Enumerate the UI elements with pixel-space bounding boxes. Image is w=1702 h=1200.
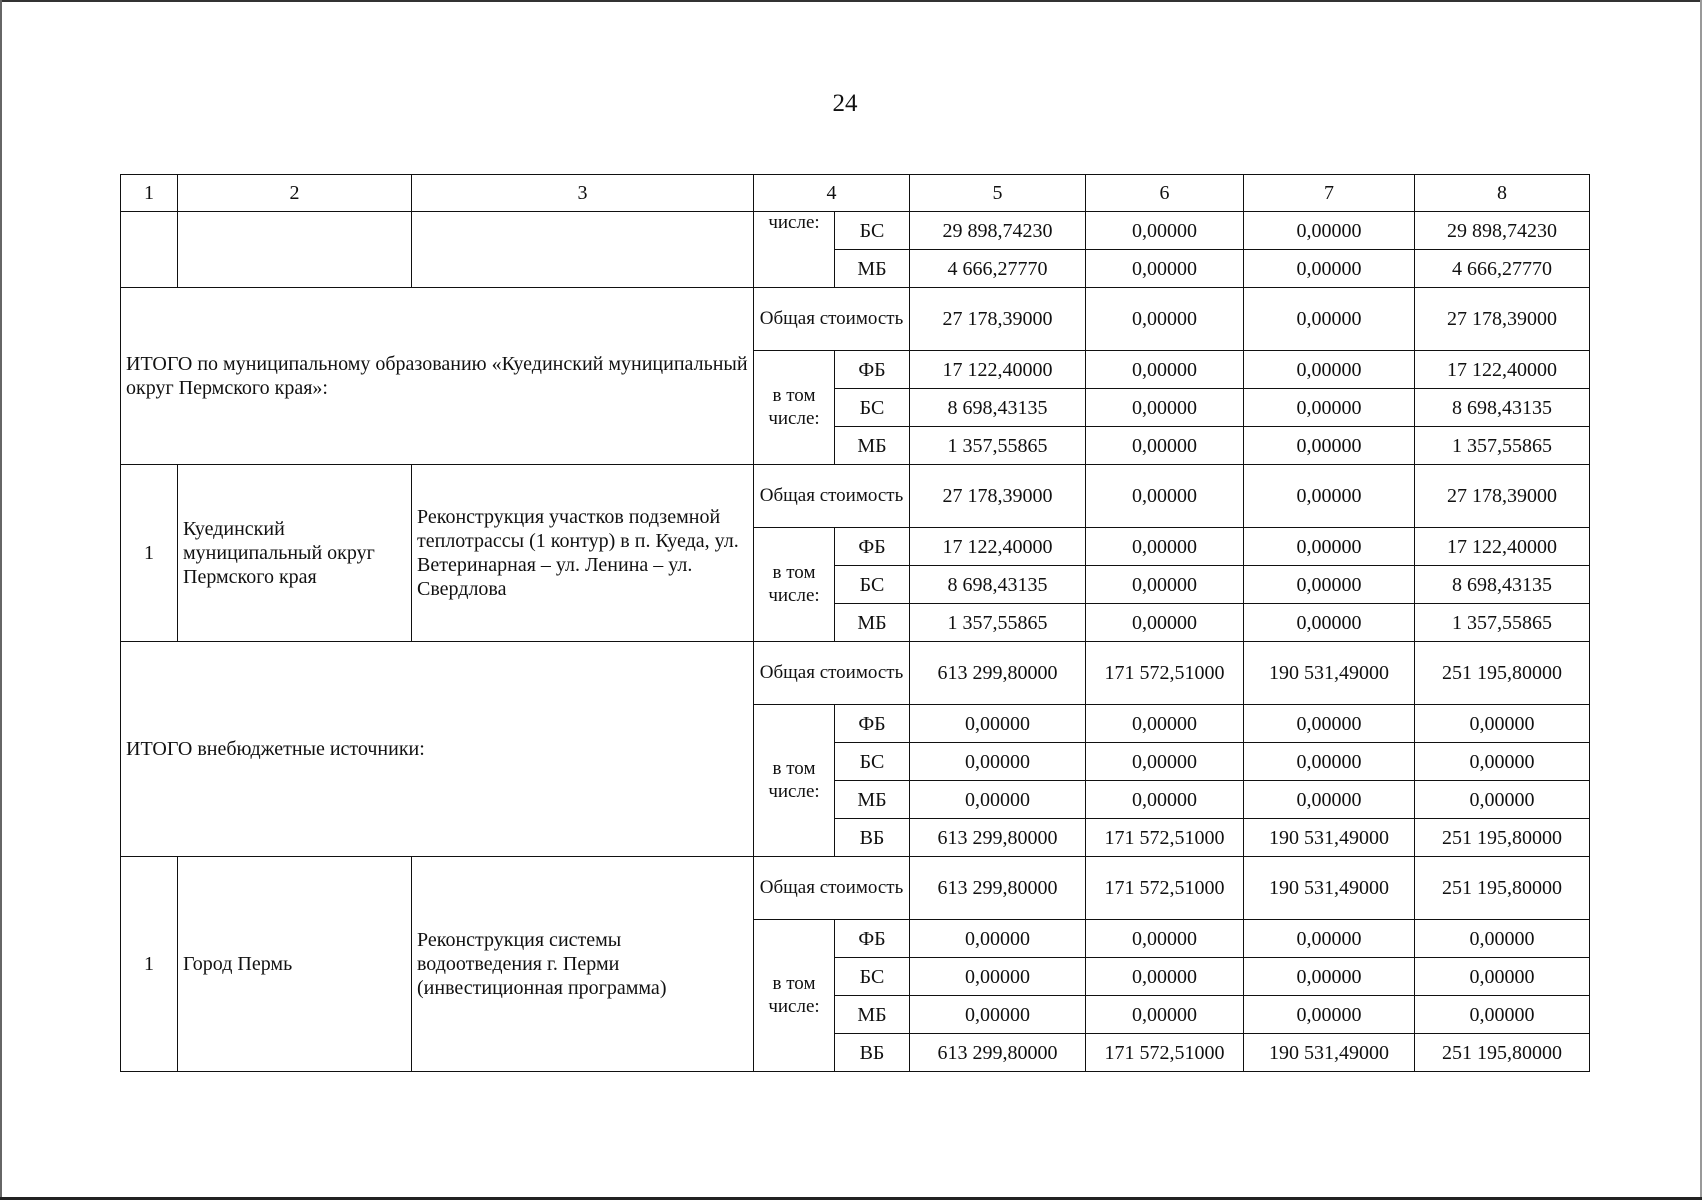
amount-cell: 613 299,80000: [910, 819, 1086, 857]
amount-cell: 29 898,74230: [1415, 212, 1590, 250]
amount-cell: 8 698,43135: [1415, 566, 1590, 604]
amount-cell: 0,00000: [910, 996, 1086, 1034]
amount-cell: 0,00000: [1086, 212, 1244, 250]
scan-edge-top: [0, 0, 1702, 2]
amount-cell: 0,00000: [910, 920, 1086, 958]
total-cost-label: Общая стоимость: [754, 288, 910, 351]
source-code: ВБ: [835, 1034, 910, 1072]
scan-edge-left: [0, 0, 2, 1200]
amount-cell: 0,00000: [1086, 996, 1244, 1034]
amount-cell: 0,00000: [1086, 288, 1244, 351]
amount-cell: 0,00000: [1086, 389, 1244, 427]
amount-cell: 171 572,51000: [1086, 857, 1244, 920]
amount-cell: 0,00000: [1244, 250, 1415, 288]
amount-cell: 0,00000: [1244, 465, 1415, 528]
amount-cell: 0,00000: [1086, 465, 1244, 528]
table-row: [121, 465, 1590, 528]
amount-cell: 17 122,40000: [910, 528, 1086, 566]
amount-cell: 1 357,55865: [1415, 427, 1590, 465]
item-number: 1: [121, 857, 178, 1072]
amount-cell: 0,00000: [1244, 566, 1415, 604]
financing-table: [120, 174, 1590, 1072]
source-code: БС: [835, 212, 910, 250]
amount-cell: 27 178,39000: [1415, 288, 1590, 351]
amount-cell: 29 898,74230: [910, 212, 1086, 250]
amount-cell: 613 299,80000: [910, 642, 1086, 705]
table-row: [121, 288, 1590, 351]
amount-cell: 0,00000: [1244, 958, 1415, 996]
amount-cell: 0,00000: [1415, 920, 1590, 958]
col-number-5: 5: [910, 175, 1086, 212]
col-number-1: 1: [121, 175, 178, 212]
col-number-2: 2: [178, 175, 412, 212]
amount-cell: 190 531,49000: [1244, 857, 1415, 920]
col-number-3: 3: [412, 175, 754, 212]
amount-cell: 190 531,49000: [1244, 1034, 1415, 1072]
object-name: Реконструкция системы водоотведения г. Перми (инвестиционная программа): [412, 857, 754, 1072]
amount-cell: 0,00000: [1086, 566, 1244, 604]
source-code: МБ: [835, 427, 910, 465]
table-row: [121, 212, 1590, 250]
amount-cell: 17 122,40000: [910, 351, 1086, 389]
amount-cell: 8 698,43135: [1415, 389, 1590, 427]
incl-label: в том числе:: [754, 528, 835, 642]
amount-cell: 190 531,49000: [1244, 642, 1415, 705]
incl-label: в том числе:: [754, 705, 835, 857]
col-number-4: 4: [754, 175, 910, 212]
source-code: БС: [835, 958, 910, 996]
amount-cell: 1 357,55865: [910, 427, 1086, 465]
amount-cell: 0,00000: [1086, 250, 1244, 288]
source-code: ФБ: [835, 705, 910, 743]
amount-cell: 17 122,40000: [1415, 351, 1590, 389]
municipality-name: Куединский муниципальный округ Пермского края: [178, 465, 412, 642]
amount-cell: 0,00000: [910, 781, 1086, 819]
source-code: ФБ: [835, 920, 910, 958]
source-code: ФБ: [835, 351, 910, 389]
incl-label: в том числе:: [754, 920, 835, 1072]
amount-cell: 0,00000: [1244, 528, 1415, 566]
amount-cell: 0,00000: [1244, 604, 1415, 642]
empty-cell: [412, 212, 754, 288]
amount-cell: 1 357,55865: [910, 604, 1086, 642]
amount-cell: 8 698,43135: [910, 389, 1086, 427]
amount-cell: 27 178,39000: [910, 288, 1086, 351]
amount-cell: 0,00000: [1086, 781, 1244, 819]
amount-cell: 0,00000: [910, 705, 1086, 743]
amount-cell: 8 698,43135: [910, 566, 1086, 604]
amount-cell: 0,00000: [1244, 743, 1415, 781]
amount-cell: 0,00000: [910, 743, 1086, 781]
total-cost-label: Общая стоимость: [754, 857, 910, 920]
amount-cell: 0,00000: [1415, 705, 1590, 743]
source-code: МБ: [835, 250, 910, 288]
amount-cell: 0,00000: [1244, 781, 1415, 819]
amount-cell: 251 195,80000: [1415, 642, 1590, 705]
amount-cell: 0,00000: [1086, 958, 1244, 996]
object-name: Реконструкция участков подземной теплотрассы (1 контур) в п. Куеда, ул. Ветеринарная – ул. Ленина – ул. Свердлова: [412, 465, 754, 642]
source-code: ВБ: [835, 819, 910, 857]
amount-cell: 171 572,51000: [1086, 819, 1244, 857]
amount-cell: 171 572,51000: [1086, 642, 1244, 705]
amount-cell: 251 195,80000: [1415, 857, 1590, 920]
amount-cell: 0,00000: [1244, 705, 1415, 743]
col-number-6: 6: [1086, 175, 1244, 212]
amount-cell: 1 357,55865: [1415, 604, 1590, 642]
amount-cell: 0,00000: [1086, 528, 1244, 566]
amount-cell: 0,00000: [1244, 212, 1415, 250]
source-code: МБ: [835, 604, 910, 642]
amount-cell: 0,00000: [1415, 743, 1590, 781]
amount-cell: 251 195,80000: [1415, 1034, 1590, 1072]
amount-cell: 0,00000: [1415, 958, 1590, 996]
amount-cell: 0,00000: [1244, 427, 1415, 465]
amount-cell: 0,00000: [1244, 389, 1415, 427]
amount-cell: 0,00000: [1086, 705, 1244, 743]
amount-cell: 0,00000: [1244, 351, 1415, 389]
amount-cell: 0,00000: [1415, 781, 1590, 819]
source-code: БС: [835, 566, 910, 604]
amount-cell: 4 666,27770: [1415, 250, 1590, 288]
col-number-7: 7: [1244, 175, 1415, 212]
amount-cell: 27 178,39000: [910, 465, 1086, 528]
col-number-8: 8: [1415, 175, 1590, 212]
municipality-name: Город Пермь: [178, 857, 412, 1072]
table-row: [121, 642, 1590, 705]
total-offbudget-title: ИТОГО внебюджетные источники:: [121, 642, 754, 857]
amount-cell: 0,00000: [1086, 920, 1244, 958]
amount-cell: 171 572,51000: [1086, 1034, 1244, 1072]
source-code: ФБ: [835, 528, 910, 566]
source-code: БС: [835, 389, 910, 427]
source-code: БС: [835, 743, 910, 781]
amount-cell: 0,00000: [1086, 743, 1244, 781]
amount-cell: 0,00000: [1244, 996, 1415, 1034]
amount-cell: 613 299,80000: [910, 1034, 1086, 1072]
column-number-row: [121, 175, 1590, 212]
item-number: 1: [121, 465, 178, 642]
amount-cell: 0,00000: [1086, 427, 1244, 465]
amount-cell: 0,00000: [1415, 996, 1590, 1034]
amount-cell: 0,00000: [910, 958, 1086, 996]
amount-cell: 190 531,49000: [1244, 819, 1415, 857]
total-cost-label: Общая стоимость: [754, 465, 910, 528]
empty-cell: [121, 212, 178, 288]
amount-cell: 4 666,27770: [910, 250, 1086, 288]
amount-cell: 17 122,40000: [1415, 528, 1590, 566]
amount-cell: 613 299,80000: [910, 857, 1086, 920]
page-number: 24: [832, 90, 858, 117]
total-cost-label: Общая стоимость: [754, 642, 910, 705]
source-code: МБ: [835, 781, 910, 819]
amount-cell: 0,00000: [1244, 920, 1415, 958]
amount-cell: 0,00000: [1086, 604, 1244, 642]
amount-cell: 27 178,39000: [1415, 465, 1590, 528]
incl-label: в том числе:: [754, 351, 835, 465]
amount-cell: 251 195,80000: [1415, 819, 1590, 857]
amount-cell: 0,00000: [1086, 351, 1244, 389]
incl-label: числе:: [754, 212, 835, 288]
total-kueda-title: ИТОГО по муниципальному образованию «Куединский муниципальный округ Пермского края»:: [121, 288, 754, 465]
empty-cell: [178, 212, 412, 288]
table-row: [121, 857, 1590, 920]
amount-cell: 0,00000: [1244, 288, 1415, 351]
source-code: МБ: [835, 996, 910, 1034]
